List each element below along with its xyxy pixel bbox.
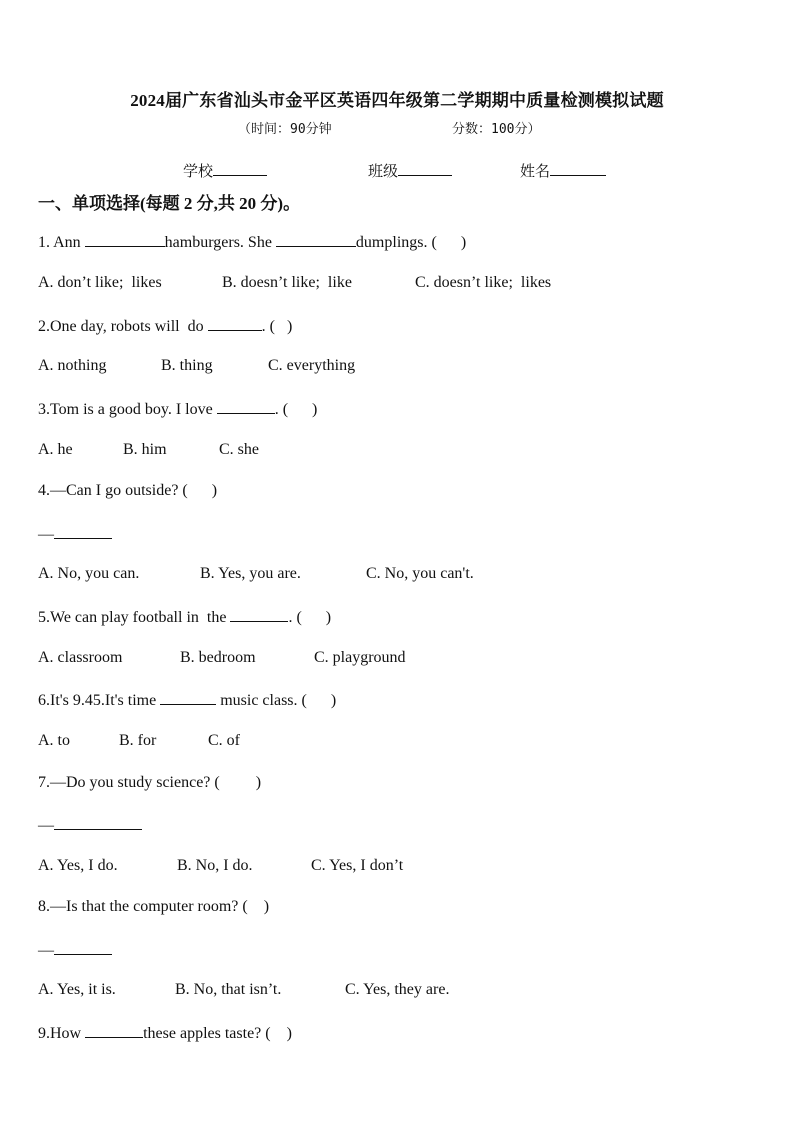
question-9-blank[interactable] xyxy=(85,1023,143,1038)
question-6-text-b: music class. ( ) xyxy=(216,692,337,709)
question-7-dash: — xyxy=(38,817,54,834)
question-7-answer-line xyxy=(38,815,142,835)
school-field xyxy=(183,160,267,181)
question-4-dash: — xyxy=(38,526,54,543)
question-6-text-a: 6.It's 9.45.It's time xyxy=(38,692,161,709)
question-6-blank[interactable] xyxy=(160,690,216,705)
question-1-blank-2[interactable] xyxy=(276,232,356,247)
q4-option-c: C. No, you can't. xyxy=(366,565,474,582)
question-1-text-b: hamburgers. She xyxy=(164,234,276,251)
exam-score: 分数：100分） xyxy=(452,122,541,137)
q4-option-b: B. Yes, you are. xyxy=(200,565,301,582)
question-7: 7.—Do you study science? ( ) xyxy=(38,774,262,791)
question-5-text-b: . ( ) xyxy=(288,609,332,626)
q2-option-a: A. nothing xyxy=(38,357,107,374)
q6-option-a: A. to xyxy=(38,732,70,749)
q7-option-a: A. Yes, I do. xyxy=(38,857,118,874)
question-9 xyxy=(38,1023,292,1043)
question-1 xyxy=(38,232,466,252)
question-2-text-a: 2.One day, robots will do xyxy=(38,318,208,335)
class-field xyxy=(368,160,452,181)
class-blank[interactable] xyxy=(398,161,452,176)
name-label: 姓名 xyxy=(520,164,551,180)
section-heading: 一、单项选择(每题 2 分,共 20 分)。 xyxy=(38,194,301,213)
q1-option-c: C. doesn’t like; likes xyxy=(415,274,552,291)
question-5-blank[interactable] xyxy=(230,607,288,622)
q5-option-a: A. classroom xyxy=(38,649,123,666)
question-4-blank[interactable] xyxy=(54,524,112,539)
question-1-text-c: dumplings. ( ) xyxy=(355,234,467,251)
q8-option-b: B. No, that isn’t. xyxy=(175,981,282,998)
q2-option-c: C. everything xyxy=(268,357,356,374)
class-label: 班级 xyxy=(368,164,399,180)
q3-option-c: C. she xyxy=(219,441,259,458)
exam-title: 2024届广东省汕头市金平区英语四年级第二学期期中质量检测模拟试题 xyxy=(130,91,664,110)
q6-option-b: B. for xyxy=(119,732,157,749)
q8-option-a: A. Yes, it is. xyxy=(38,981,116,998)
question-1-text-a: 1. Ann xyxy=(38,234,85,251)
question-2 xyxy=(38,316,292,336)
q7-option-b: B. No, I do. xyxy=(177,857,253,874)
question-8-dash: — xyxy=(38,942,54,959)
q5-option-c: C. playground xyxy=(314,649,406,666)
q8-option-c: C. Yes, they are. xyxy=(345,981,450,998)
question-3-text-b: . ( ) xyxy=(274,401,318,418)
school-blank[interactable] xyxy=(213,161,267,176)
question-8-blank[interactable] xyxy=(54,940,112,955)
question-8-answer-line xyxy=(38,940,112,960)
q7-option-c: C. Yes, I don’t xyxy=(311,857,404,874)
question-3 xyxy=(38,399,317,419)
q4-option-a: A. No, you can. xyxy=(38,565,140,582)
q2-option-b: B. thing xyxy=(161,357,213,374)
question-4-answer-line xyxy=(38,524,112,544)
q3-option-a: A. he xyxy=(38,441,73,458)
q1-option-a: A. don’t like; likes xyxy=(38,274,162,291)
question-9-text-a: 9.How xyxy=(38,1025,86,1042)
student-info-row xyxy=(0,160,794,182)
question-5 xyxy=(38,607,331,627)
question-2-text-b: . ( ) xyxy=(261,318,293,335)
name-blank[interactable] xyxy=(550,161,606,176)
exam-time: （时间：90分钟 xyxy=(238,122,332,137)
q1-option-b: B. doesn’t like; like xyxy=(222,274,352,291)
name-field xyxy=(520,160,606,181)
question-4: 4.—Can I go outside? ( ) xyxy=(38,482,218,499)
q5-option-b: B. bedroom xyxy=(180,649,256,666)
q3-option-b: B. him xyxy=(123,441,167,458)
question-6 xyxy=(38,690,336,710)
question-1-blank-1[interactable] xyxy=(85,232,165,247)
question-3-text-a: 3.Tom is a good boy. I love xyxy=(38,401,217,418)
question-5-text-a: 5.We can play football in the xyxy=(38,609,231,626)
question-9-text-b: these apples taste? ( ) xyxy=(143,1025,292,1042)
school-label: 学校 xyxy=(183,164,214,180)
question-8: 8.—Is that the computer room? ( ) xyxy=(38,898,270,915)
question-2-blank[interactable] xyxy=(208,316,262,331)
q6-option-c: C. of xyxy=(208,732,240,749)
question-7-blank[interactable] xyxy=(54,815,142,830)
question-3-blank[interactable] xyxy=(217,399,275,414)
exam-info xyxy=(0,118,794,138)
